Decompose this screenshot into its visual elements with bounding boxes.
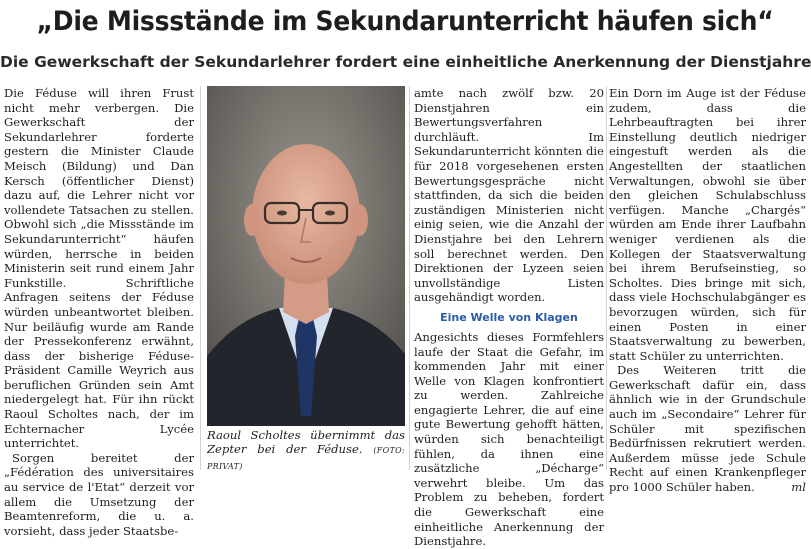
column-divider <box>409 86 410 470</box>
paragraph: Ein Dorn im Auge ist der Féduse zudem, dass die Lehrbeauftragten bei ihrer Einstellung deutlich niedriger eingestuft werden als die Angestellten der staatlichen Verwaltungen, obwohl sie über den gleichen Schulabschluss verfügen. Manche „Chargés“ würden am Ende ihrer Laufbahn weniger verdienen als die Kollegen der Staatsverwaltung bei ihrem Berufseinstieg, so Scholtes. Dies bringe mit sich, dass viele Hochschulabgänger es bevorzugen würden, sich für einen Posten in einer Staatsverwaltung zu bewerben, statt Schüler zu unterrichten. <box>609 86 806 363</box>
photo-credit: (FOTO: PRIVAT) <box>207 446 405 471</box>
article-column-3 <box>414 86 604 549</box>
column-divider <box>200 86 201 470</box>
paragraph <box>609 363 806 494</box>
portrait-photo <box>207 86 405 426</box>
paragraph: Angesichts dieses Formfehlers laufe der Staat die Gefahr, im kommenden Jahr mit einer Welle von Klagen konfrontiert zu werden. Zahlreiche engagierte Lehrer, die auf eine gute Bewertung gehofft hätten, würden sich benachteiligt fühlen, da ihnen eine zusätzliche „Décharge“ verwehrt bleibe. Um das Problem zu beheben, fordert die Gewerkschaft eine einheitliche Anerkennung der Dienstjahre. <box>414 329 604 549</box>
paragraph: amte nach zwölf bzw. 20 Dienstjahren ein Bewertungsverfahren durchläuft. Im Sekundarunterricht könnten die für 2018 vorgesehenen ersten Bewertungsgespräche nicht stattfinden, da sich die beiden zuständigen Ministerien nicht einig seien, wie die Anzahl der Dienstjahre bei den Lehrern soll berechnet werden. Den Direktionen der Lyzeen seien unvollständige Listen ausgehändigt worden. <box>414 86 604 305</box>
column-divider <box>606 86 607 470</box>
author-signature: ml <box>791 480 806 495</box>
headline: „Die Missstände im Sekundarunterricht häufen sich“ <box>36 6 774 37</box>
caption-text: Raoul Scholtes übernimmt das Zepter bei der Féduse. <box>207 428 405 456</box>
paragraph-text: Des Weiteren tritt die Gewerkschaft dafür ein, dass ähnlich wie in der Grundschule auch im „Secondaire“ Lehrer für Schüler mit spezifischen Bedürfnissen rekrutiert werden. Außerdem müsse jede Schule Recht auf einen Krankenpfleger pro 1000 Schüler haben. <box>609 363 806 495</box>
section-subtitle: Eine Welle von Klagen <box>440 310 578 324</box>
paragraph: Die Féduse will ihren Frust nicht mehr verbergen. Die Gewerkschaft der Sekundarlehrer forderte gestern die Minister Claude Meisch (Bildung) und Dan Kersch (öffentlicher Dienst) dazu auf, die Lehrer nicht vor vollendete Tatsachen zu stellen. Obwohl sich „die Missstände im Sekundarunterricht“ häufen würden, herrsche in beiden Ministerin seit rund einem Jahr Funkstille. Schriftliche Anfragen seitens der Féduse würden unbeantwortet bleiben. Nur beiläufig wurde am Rande der Pressekonferenz erwähnt, dass der bisherige Féduse-Präsident Camille Weyrich aus beruflichen Gründen sein Amt niedergelegt hat. Für ihn rückt Raoul Scholtes nach, der im Echternacher Lycée unterrichtet. <box>4 86 194 451</box>
photo-caption <box>207 428 405 474</box>
subheadline: Die Gewerkschaft der Sekundarlehrer fordert eine einheitliche Anerkennung der Dienstjahre <box>0 53 811 71</box>
article-column-4 <box>609 86 806 495</box>
paragraph: Sorgen bereitet der „Fédération des universitaires au service de l'Etat“ derzeit vor allem die Umsetzung der Beamtenreform, die u. a. vorsieht, dass jeder Staatsbe- <box>4 450 194 538</box>
article-column-1 <box>4 86 194 538</box>
